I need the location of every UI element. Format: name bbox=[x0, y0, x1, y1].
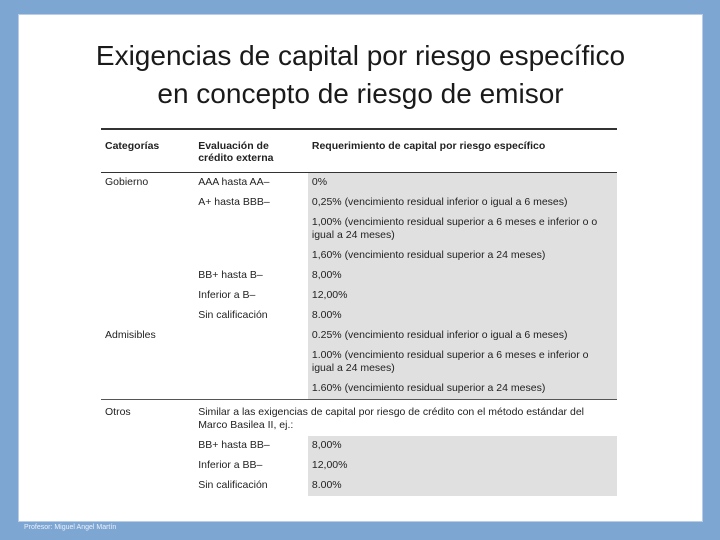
req-cell: 8,00% bbox=[308, 436, 617, 456]
eval-cell: Inferior a BB– bbox=[198, 459, 263, 471]
table-row bbox=[101, 326, 617, 346]
eval-cell: Sin calificación bbox=[198, 479, 268, 491]
table-row bbox=[101, 456, 617, 476]
eval-cell: Sin calificación bbox=[198, 309, 268, 321]
req-cell: 0% bbox=[308, 173, 617, 194]
table-image bbox=[89, 125, 621, 515]
category-otros: Otros bbox=[105, 406, 131, 418]
table-row bbox=[101, 193, 617, 213]
header-categorias: Categorías bbox=[105, 140, 160, 152]
table-row bbox=[101, 266, 617, 286]
header-requerimiento: Requerimiento de capital por riesgo específico bbox=[308, 129, 617, 173]
table-row bbox=[101, 476, 617, 496]
table-row bbox=[101, 173, 617, 194]
table-row bbox=[101, 246, 617, 266]
req-cell: 8.00% bbox=[308, 306, 617, 326]
table-row bbox=[101, 286, 617, 306]
table-header-row bbox=[101, 129, 617, 173]
req-cell: 1.00% (vencimiento residual superior a 6 meses e inferior o igual a 24 meses) bbox=[308, 346, 617, 379]
req-cell: 1.60% (vencimiento residual superior a 24 meses) bbox=[308, 379, 617, 400]
eval-cell: Inferior a B– bbox=[198, 289, 256, 301]
table-row bbox=[101, 306, 617, 326]
table-row bbox=[101, 346, 617, 379]
eval-cell: A+ hasta BBB– bbox=[198, 196, 270, 208]
table-row bbox=[101, 436, 617, 456]
capital-table bbox=[101, 128, 617, 496]
req-cell: 1,60% (vencimiento residual superior a 24 meses) bbox=[308, 246, 617, 266]
title-line-2: en concepto de riesgo de emisor bbox=[157, 78, 564, 109]
req-cell: 0,25% (vencimiento residual inferior o igual a 6 meses) bbox=[308, 193, 617, 213]
header-evaluacion: Evaluación de crédito externa bbox=[198, 140, 274, 164]
req-cell: 1,00% (vencimiento residual superior a 6 meses e inferior o o igual a 24 meses) bbox=[308, 213, 617, 246]
req-cell: 12,00% bbox=[308, 456, 617, 476]
eval-cell: BB+ hasta B– bbox=[198, 269, 263, 281]
req-cell: 0.25% (vencimiento residual inferior o igual a 6 meses) bbox=[308, 326, 617, 346]
slide-title bbox=[19, 37, 702, 113]
req-cell: 8.00% bbox=[308, 476, 617, 496]
table-row bbox=[101, 379, 617, 400]
category-gobierno: Gobierno bbox=[105, 176, 149, 188]
eval-cell: AAA hasta AA– bbox=[198, 176, 270, 188]
req-cell: 12,00% bbox=[308, 286, 617, 306]
slide bbox=[18, 14, 703, 522]
eval-cell: BB+ hasta BB– bbox=[198, 439, 270, 451]
footer-author: Profesor: Miguel Angel Martín bbox=[24, 524, 117, 531]
title-line-1: Exigencias de capital por riesgo específico bbox=[95, 40, 626, 71]
table-row bbox=[101, 213, 617, 246]
category-admisibles: Admisibles bbox=[105, 329, 156, 341]
otros-note: Similar a las exigencias de capital por riesgo de crédito con el método estándar del Marco Basilea II, ej.: bbox=[194, 400, 617, 437]
req-cell: 8,00% bbox=[308, 266, 617, 286]
table-row bbox=[101, 400, 617, 437]
